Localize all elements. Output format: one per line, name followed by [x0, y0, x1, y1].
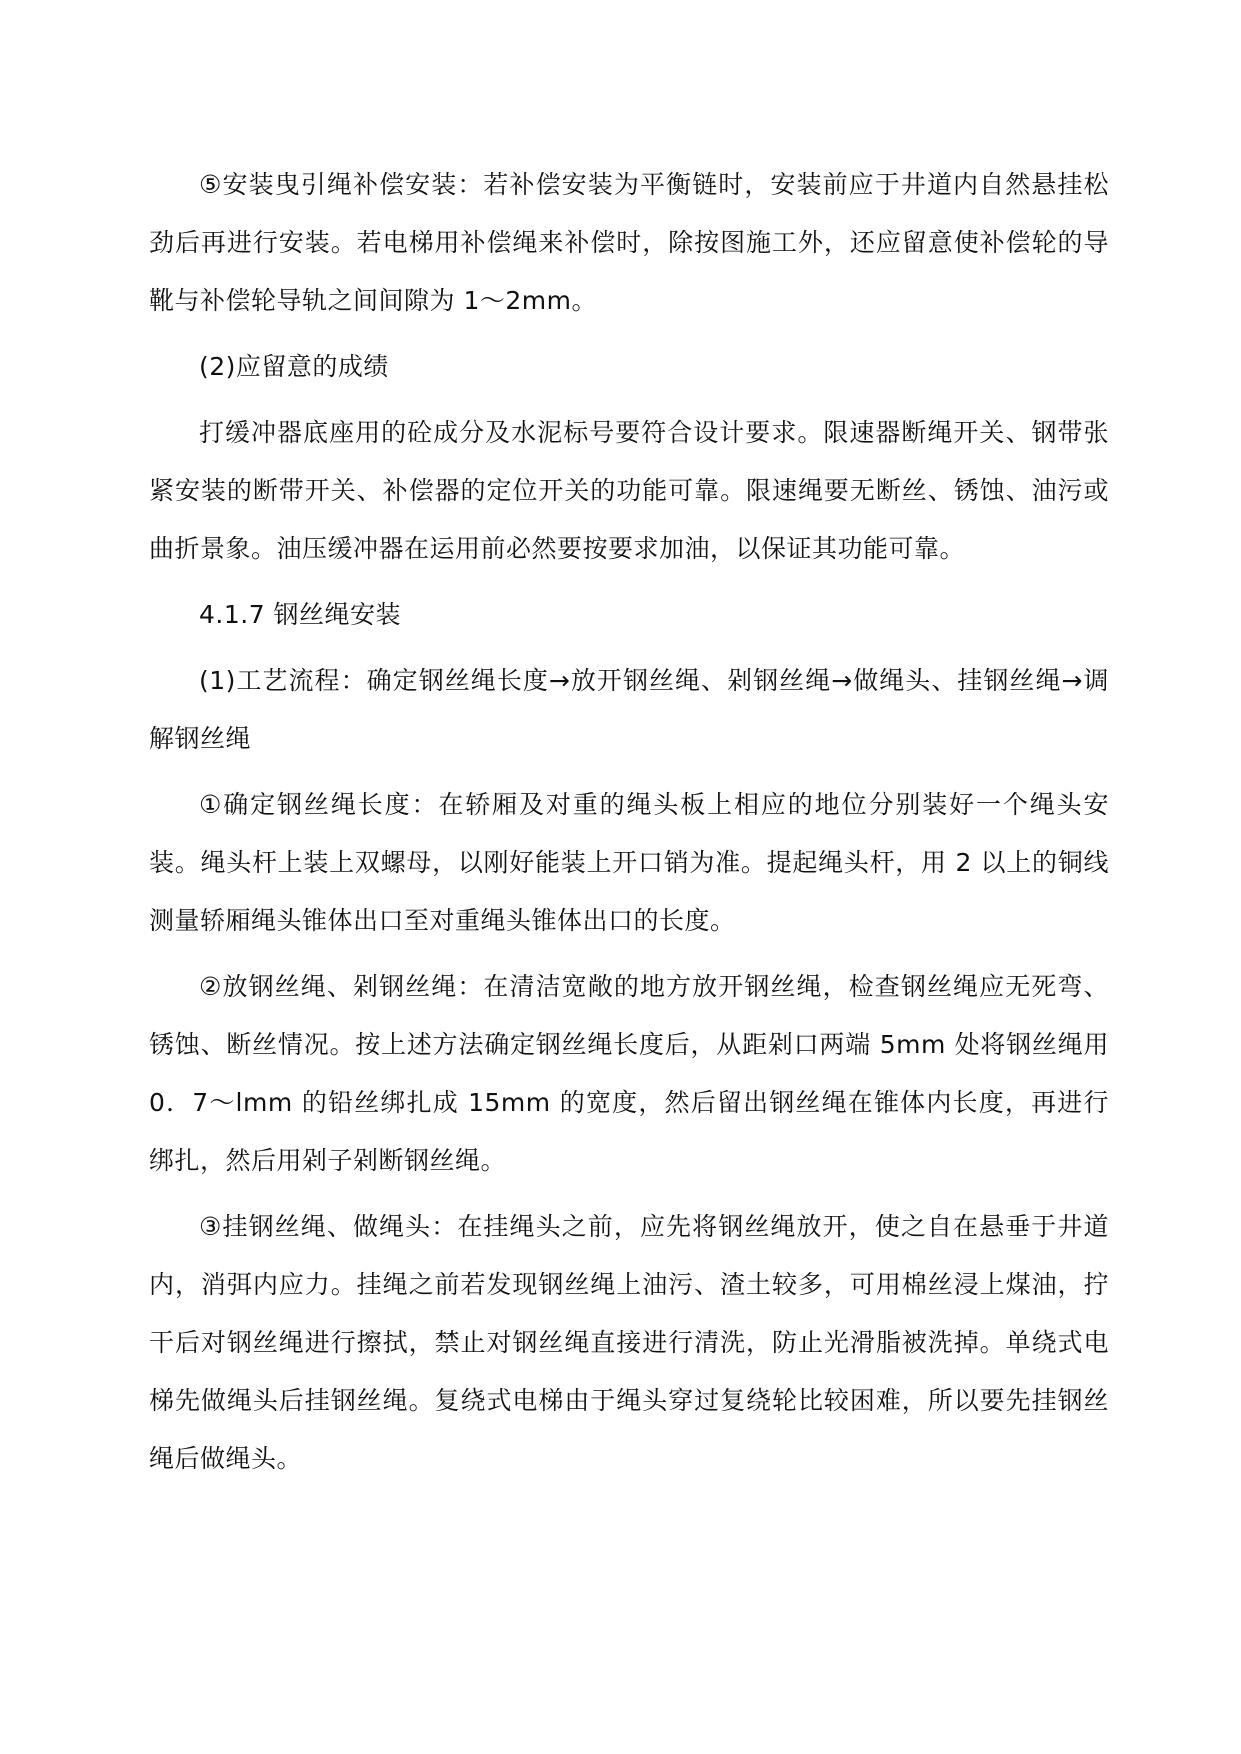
section-heading-wire-rope: 4.1.7 钢丝绳安装 — [199, 600, 402, 629]
paragraph-buffer-requirements: 打缓冲器底座用的砼成分及水泥标号要符合设计要求。限速器断绳开关、钢带张紧安装的断带开关、补偿器的定位开关的功能可靠。限速绳要无断丝、锈蚀、油污或曲折景象。油压缓冲器在运用前必然要按要求加油，以保证其功能可靠。 — [149, 418, 1109, 563]
document-body — [149, 156, 1109, 1488]
paragraph-heading-issues: (2)应留意的成绩 — [199, 352, 389, 381]
paragraph-compensation-install: ⑤安装曳引绳补偿安装：若补偿安装为平衡链时，安装前应于井道内自然悬挂松劲后再进行安装。若电梯用补偿绳来补偿时，除按图施工外，还应留意使补偿轮的导靴与补偿轮导轨之间间隙为 1～2mm。 — [149, 170, 1109, 315]
paragraph-rope-length: ①确定钢丝绳长度：在轿厢及对重的绳头板上相应的地位分别装好一个绳头安装。绳头杆上装上双螺母，以刚好能装上开口销为准。提起绳头杆，用 2 以上的铜线测量轿厢绳头锥体出口至对重绳头锥体出口的长度。 — [149, 790, 1109, 935]
paragraph-process-flow: (1)工艺流程：确定钢丝绳长度→放开钢丝绳、剁钢丝绳→做绳头、挂钢丝绳→调解钢丝绳 — [149, 666, 1109, 753]
paragraph-rope-hanging: ③挂钢丝绳、做绳头：在挂绳头之前，应先将钢丝绳放开，使之自在悬垂于井道内，消弭内应力。挂绳之前若发现钢丝绳上油污、渣土较多，可用棉丝浸上煤油，拧干后对钢丝绳进行擦拭，禁止对钢丝绳直接进行清洗，防止光滑脂被洗掉。单绕式电梯先做绳头后挂钢丝绳。复绕式电梯由于绳头穿过复绕轮比较困难，所以要先挂钢丝绳后做绳头。 — [149, 1212, 1109, 1473]
paragraph-rope-cutting: ②放钢丝绳、剁钢丝绳：在清洁宽敞的地方放开钢丝绳，检查钢丝绳应无死弯、锈蚀、断丝情况。按上述方法确定钢丝绳长度后，从距剁口两端 5mm 处将钢丝绳用 0．7～lmm 的铅丝绑扎成 15mm 的宽度，然后留出钢丝绳在锥体内长度，再进行绑扎，然后用剁子剁断钢丝绳。 — [149, 972, 1109, 1175]
